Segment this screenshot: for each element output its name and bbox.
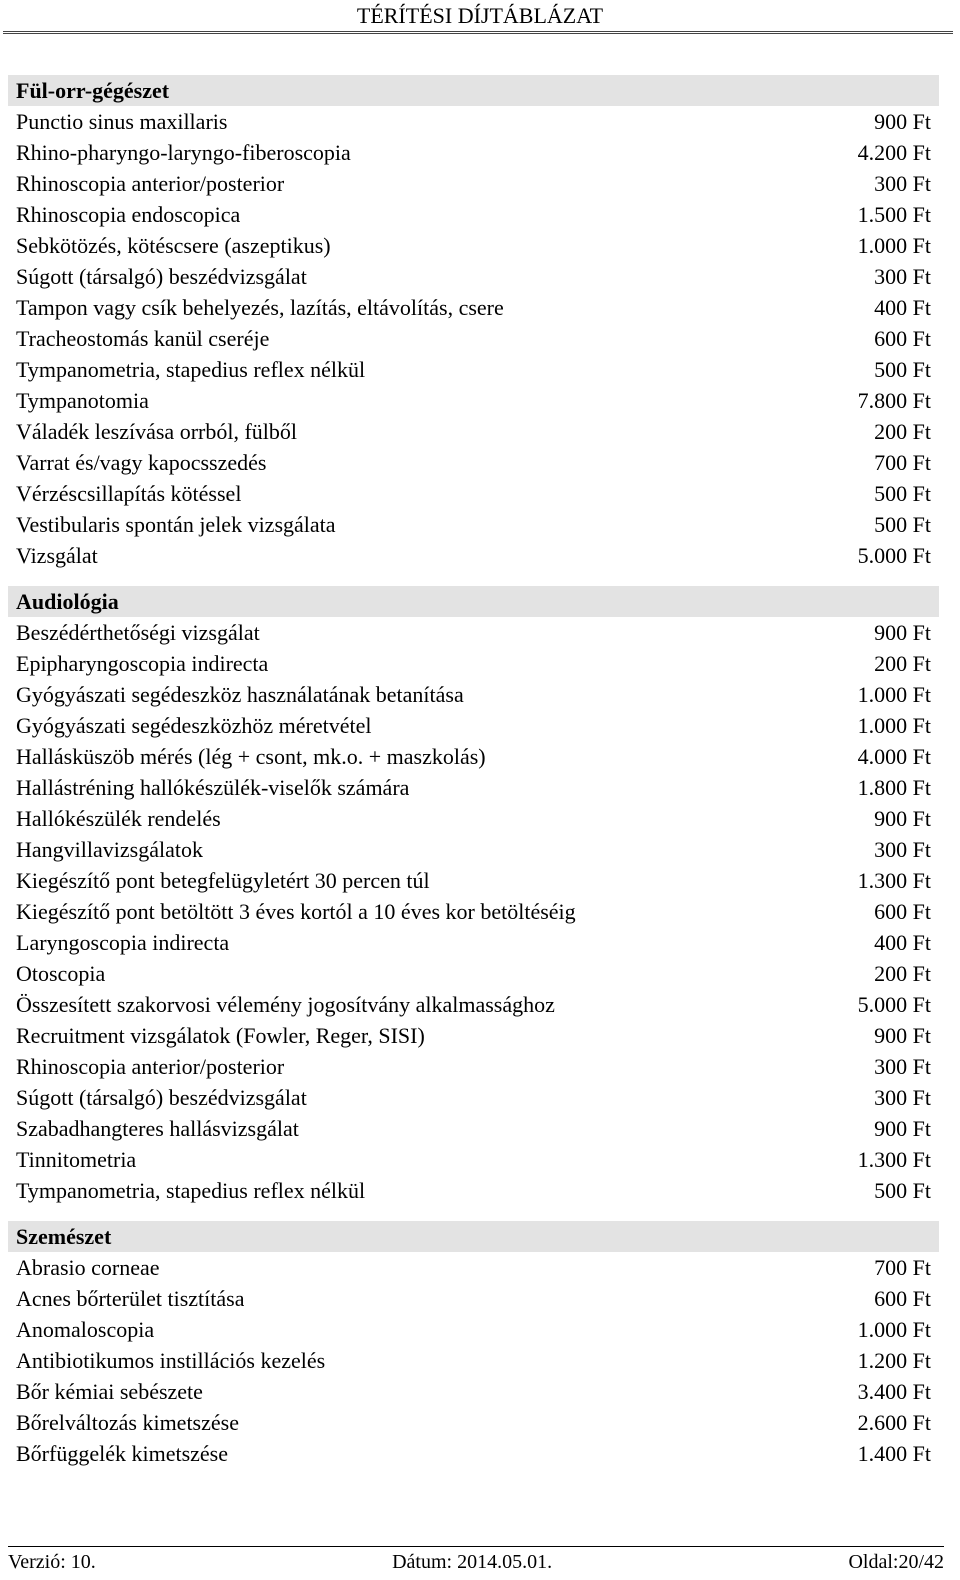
tariff-row [8,1252,939,1283]
tariff-row [8,803,939,834]
service-name: Antibiotikumos instillációs kezelés [16,1348,326,1373]
service-name: Punctio sinus maxillaris [16,109,228,134]
service-price: 1.300 Ft [857,868,931,893]
tariff-row [8,1175,939,1206]
tariff-row [8,447,939,478]
tariff-section [8,586,939,1206]
service-price: 700 Ft [874,1255,931,1280]
service-price: 900 Ft [874,620,931,645]
service-price: 500 Ft [874,357,931,382]
service-name: Hangvillavizsgálatok [16,837,203,862]
tariff-row [8,1113,939,1144]
service-name: Varrat és/vagy kapocsszedés [16,450,267,475]
service-price: 5.000 Ft [857,992,931,1017]
service-price: 2.600 Ft [857,1410,931,1435]
service-price: 900 Ft [874,1023,931,1048]
service-price: 600 Ft [874,326,931,351]
tariff-row [8,710,939,741]
service-name: Anomaloscopia [16,1317,155,1342]
service-price: 1.000 Ft [857,682,931,707]
service-price: 1.500 Ft [857,202,931,227]
service-name: Acnes bőrterület tisztítása [16,1286,245,1311]
tariff-row [8,958,939,989]
service-name: Súgott (társalgó) beszédvizsgálat [16,264,307,289]
service-name: Súgott (társalgó) beszédvizsgálat [16,1085,307,1110]
service-name: Gyógyászati segédeszközhöz méretvétel [16,713,372,738]
service-price: 900 Ft [874,109,931,134]
tariff-row [8,1082,939,1113]
tariff-row [8,648,939,679]
footer-page-number: Oldal:20/42 [848,1551,944,1573]
service-price: 300 Ft [874,837,931,862]
tariff-row [8,478,939,509]
service-name: Tympanotomia [16,388,149,413]
service-price: 400 Ft [874,930,931,955]
tariff-row [8,385,939,416]
tariff-row [8,1144,939,1175]
service-name: Sebkötözés, kötéscsere (aszeptikus) [16,233,331,258]
service-price: 7.800 Ft [857,388,931,413]
service-name: Tympanometria, stapedius reflex nélkül [16,1178,366,1203]
tariff-section [8,75,939,571]
tariff-table [8,75,939,1469]
tariff-row [8,927,939,958]
title-divider [3,31,953,34]
page-title: TÉRÍTÉSI DÍJTÁBLÁZAT [356,3,604,28]
tariff-row [8,772,939,803]
tariff-row [8,509,939,540]
tariff-row [8,1283,939,1314]
service-name: Bőrfüggelék kimetszése [16,1441,228,1466]
tariff-row [8,106,939,137]
service-price: 900 Ft [874,1116,931,1141]
service-name: Laryngoscopia indirecta [16,930,230,955]
section-header: Fül-orr-gégészet [8,75,939,106]
service-price: 300 Ft [874,1085,931,1110]
service-price: 1.200 Ft [857,1348,931,1373]
service-name: Hallókészülék rendelés [16,806,221,831]
service-name: Tympanometria, stapedius reflex nélkül [16,357,366,382]
tariff-row [8,989,939,1020]
tariff-row [8,617,939,648]
service-price: 600 Ft [874,899,931,924]
tariff-row [8,1020,939,1051]
service-price: 700 Ft [874,450,931,475]
service-price: 1.000 Ft [857,1317,931,1342]
service-name: Hallásküszöb mérés (lég + csont, mk.o. + maszkolás) [16,744,486,769]
service-price: 1.000 Ft [857,713,931,738]
service-name: Összesített szakorvosi vélemény jogosítvány alkalmassághoz [16,992,555,1017]
service-price: 1.300 Ft [857,1147,931,1172]
footer-version: Verzió: 10. [8,1551,96,1573]
service-name: Rhinoscopia anterior/posterior [16,1054,285,1079]
tariff-row [8,1438,939,1469]
service-price: 4.000 Ft [857,744,931,769]
service-name: Kiegészítő pont betöltött 3 éves kortól a 10 éves kor betöltéséig [16,899,576,924]
service-name: Szabadhangteres hallásvizsgálat [16,1116,299,1141]
service-name: Epipharyngoscopia indirecta [16,651,269,676]
tariff-row [8,261,939,292]
service-name: Hallástréning hallókészülék-viselők számára [16,775,410,800]
service-price: 1.000 Ft [857,233,931,258]
tariff-row [8,354,939,385]
service-name: Tracheostomás kanül cseréje [16,326,270,351]
service-price: 300 Ft [874,264,931,289]
service-name: Tampon vagy csík behelyezés, lazítás, eltávolítás, csere [16,295,504,320]
service-name: Váladék leszívása orrból, fülből [16,419,298,444]
tariff-row [8,679,939,710]
tariff-row [8,865,939,896]
tariff-row [8,230,939,261]
service-price: 900 Ft [874,806,931,831]
tariff-row [8,540,939,571]
tariff-row [8,1314,939,1345]
tariff-row [8,416,939,447]
service-price: 500 Ft [874,481,931,506]
tariff-row [8,1345,939,1376]
service-name: Beszédérthetőségi vizsgálat [16,620,260,645]
service-name: Abrasio corneae [16,1255,160,1280]
tariff-row [8,1376,939,1407]
service-name: Rhinoscopia anterior/posterior [16,171,285,196]
tariff-row [8,292,939,323]
service-price: 600 Ft [874,1286,931,1311]
service-price: 300 Ft [874,1054,931,1079]
page-footer [8,1546,944,1575]
service-price: 500 Ft [874,512,931,537]
service-price: 1.400 Ft [857,1441,931,1466]
service-name: Recruitment vizsgálatok (Fowler, Reger, SISI) [16,1023,425,1048]
service-name: Vestibularis spontán jelek vizsgálata [16,512,336,537]
service-name: Otoscopia [16,961,106,986]
service-name: Vizsgálat [16,543,98,568]
tariff-row [8,1407,939,1438]
service-price: 200 Ft [874,419,931,444]
service-name: Vérzéscsillapítás kötéssel [16,481,242,506]
tariff-row [8,323,939,354]
tariff-row [8,168,939,199]
service-price: 3.400 Ft [857,1379,931,1404]
section-header: Audiológia [8,586,939,617]
service-price: 1.800 Ft [857,775,931,800]
service-price: 300 Ft [874,171,931,196]
service-name: Bőrelváltozás kimetszése [16,1410,239,1435]
service-name: Tinnitometria [16,1147,137,1172]
tariff-row [8,1051,939,1082]
tariff-section [8,1221,939,1469]
service-price: 400 Ft [874,295,931,320]
footer-date: Dátum: 2014.05.01. [392,1551,553,1573]
service-price: 200 Ft [874,961,931,986]
tariff-row [8,741,939,772]
service-name: Gyógyászati segédeszköz használatának betanítása [16,682,464,707]
tariff-row [8,199,939,230]
service-price: 5.000 Ft [857,543,931,568]
service-price: 200 Ft [874,651,931,676]
service-price: 4.200 Ft [857,140,931,165]
service-name: Kiegészítő pont betegfelügyletért 30 percen túl [16,868,430,893]
service-price: 500 Ft [874,1178,931,1203]
tariff-row [8,896,939,927]
section-header: Szemészet [8,1221,939,1252]
tariff-row [8,834,939,865]
tariff-row [8,137,939,168]
service-name: Bőr kémiai sebészete [16,1379,203,1404]
service-name: Rhino-pharyngo-laryngo-fiberoscopia [16,140,351,165]
service-name: Rhinoscopia endoscopica [16,202,241,227]
